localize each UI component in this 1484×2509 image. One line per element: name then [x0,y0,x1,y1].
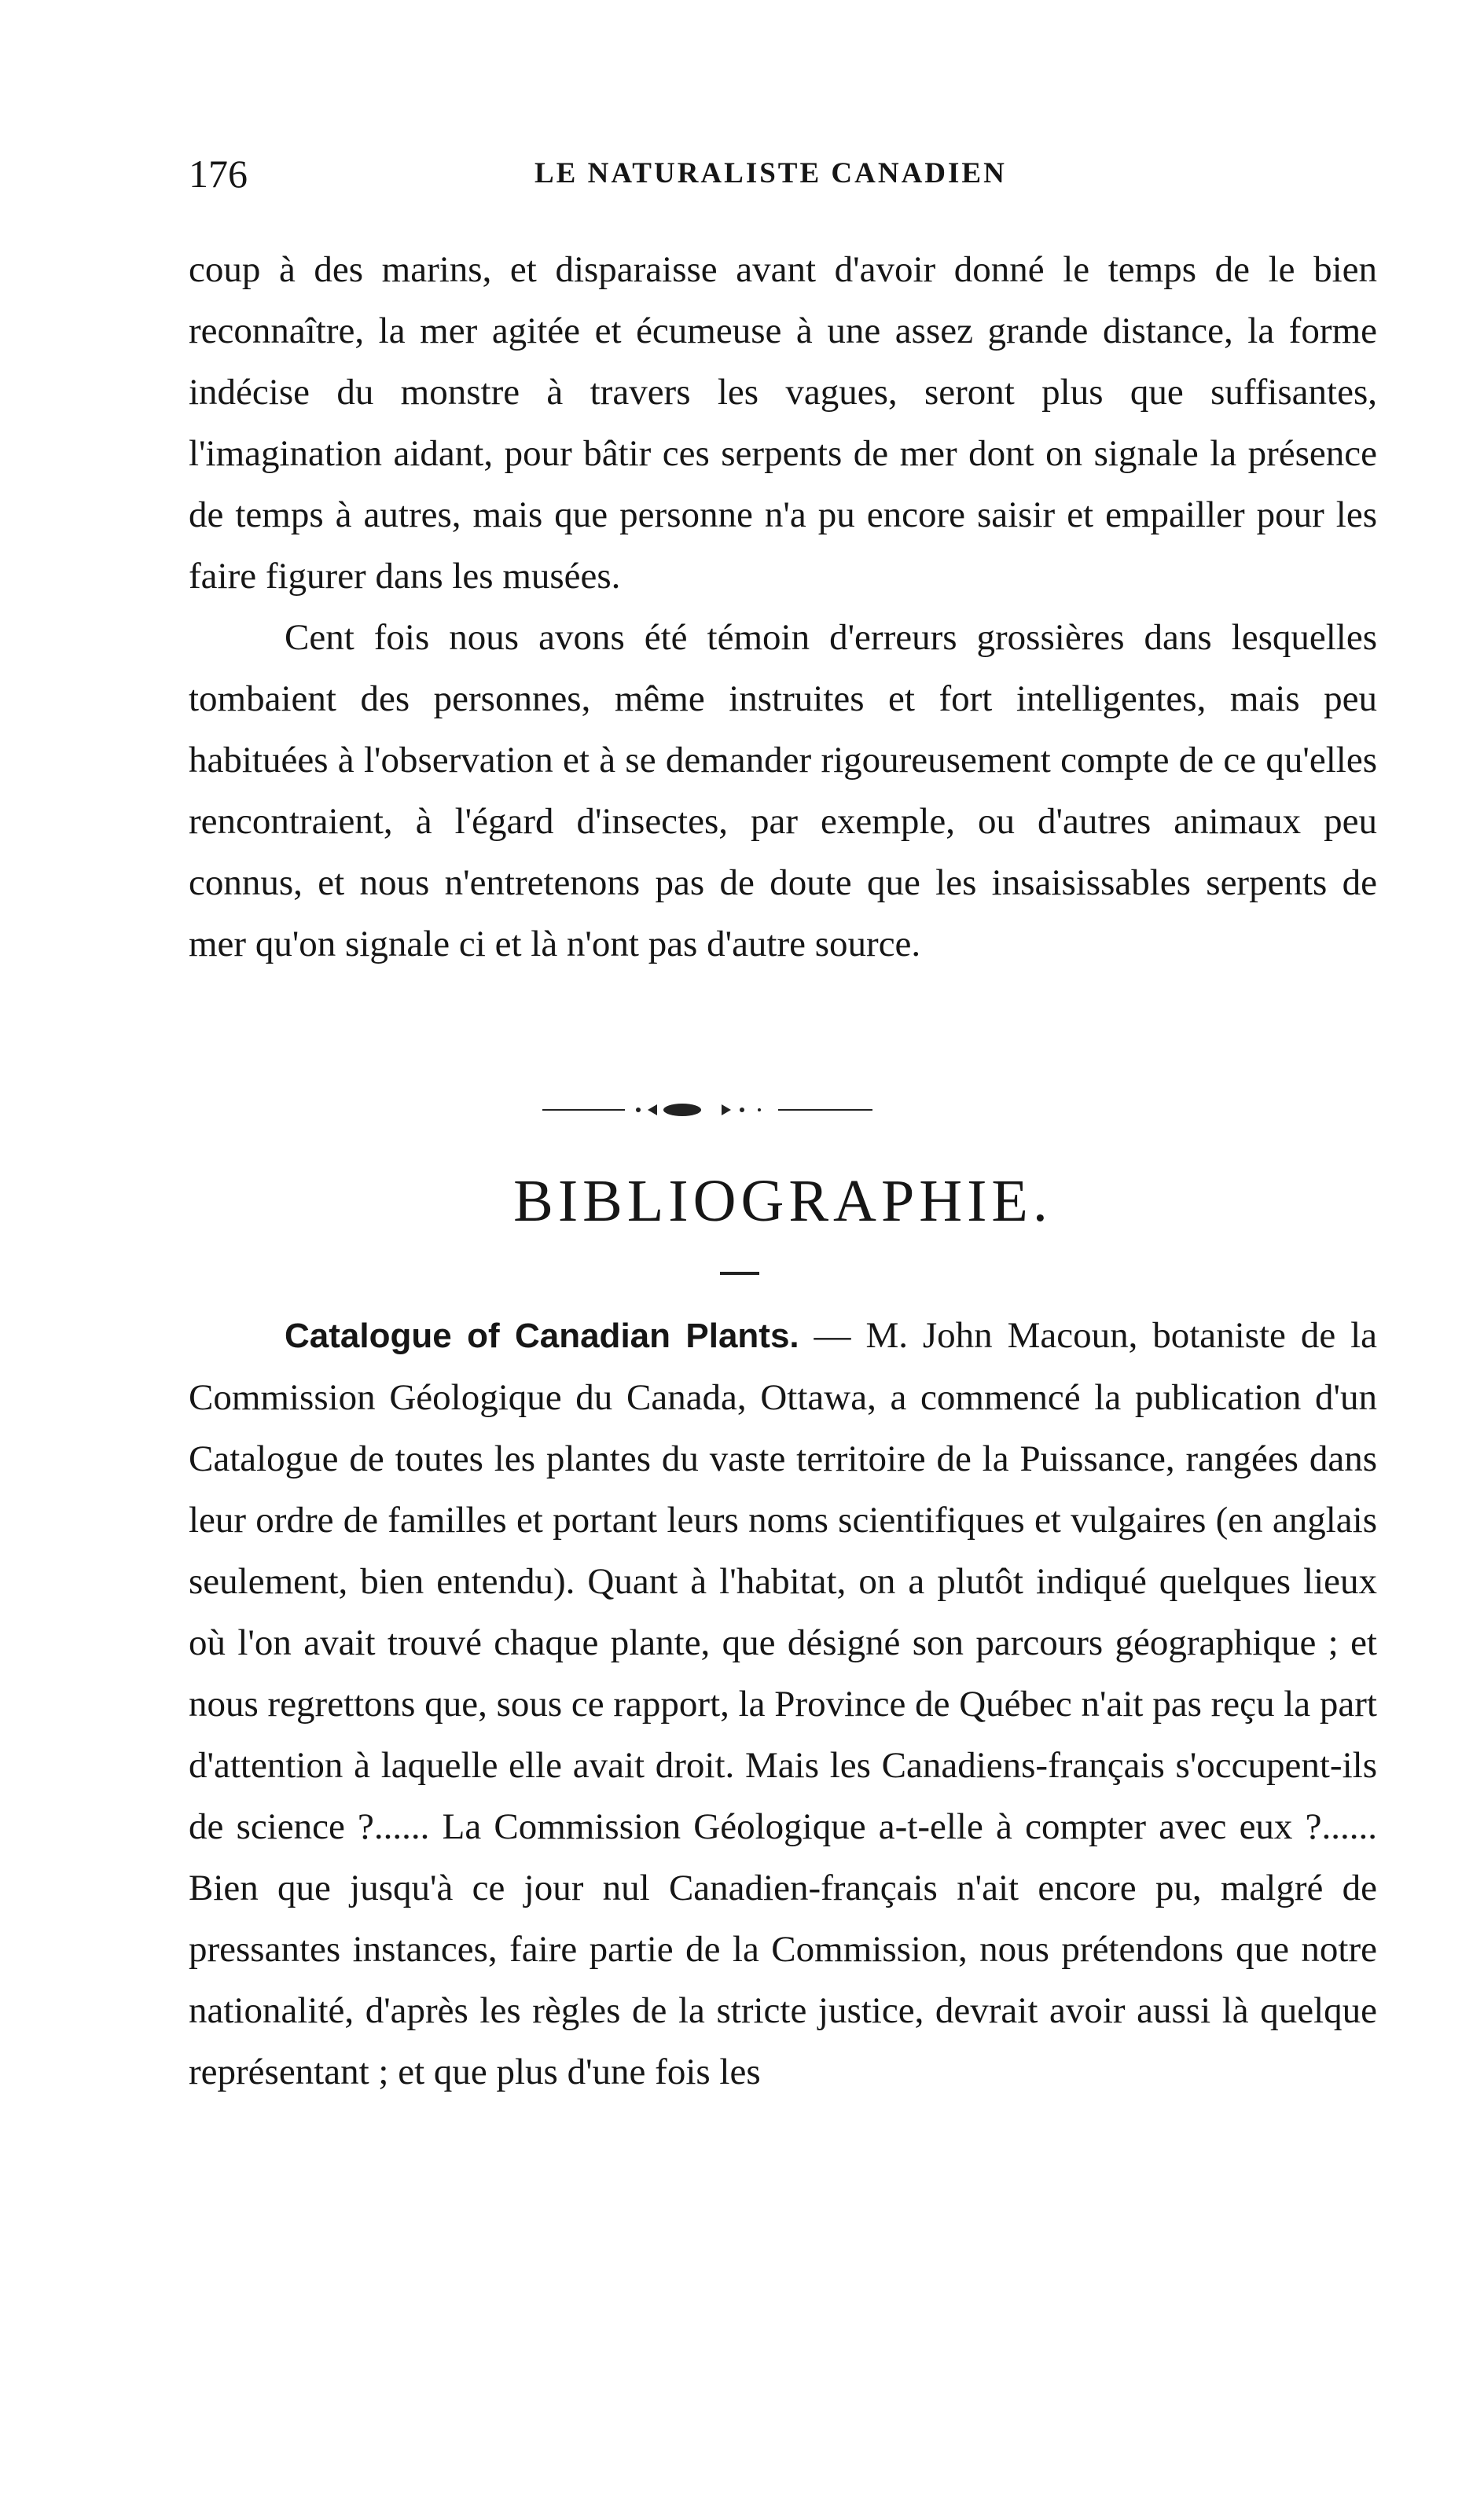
paragraph-erreurs: Cent fois nous avons été témoin d'erreurs grossières dans lesquelles tombaient des personnes, même instruites et fort intelligentes, mais peu habituées à l'observation et à se demander rigoureusement compte de ce qu'elles rencontraient, à l'égard d'insectes, par exemple, ou d'autres animaux peu connus, et nous n'entretenons pas de doute que les insaisissables serpents de mer qu'on signale ci et là n'ont pas d'autre source. [189,617,1377,964]
main-text [189,239,1377,975]
section-heading: BIBLIOGRAPHIE. [513,1168,1052,1234]
entry-text: — M. John Macoun, botaniste de la Commission Géologique du Canada, Ottawa, a commencé la publication d'un Catalogue de toutes les plantes du vaste territoire de la Puissance, rangées dans leur ordre de familles et portant leurs noms scientifiques et vulgaires (en anglais seulement, bien entendu). Quant à l'habitat, on a plutôt indiqué quelques lieux où l'on avait trouvé chaque plante, que désigné son parcours géographique ; et nous regrettons que, sous ce rapport, la Province de Québec n'ait pas reçu la part d'attention à laquelle elle avait droit. Mais les Canadiens-français s'occupent-ils de science ?...... La Commission Géologique a-t-elle à compter avec eux ?...... Bien que jusqu'à ce jour nul Canadien-français n'ait encore pu, malgré de pressantes instances, faire partie de la Commission, nous prétendons que notre nationalité, d'après les règles de la stricte justice, devrait avoir aussi là quelque représentant ; et que plus d'une fois les [189,1315,1377,2092]
paragraph-continued: coup à des marins, et disparaisse avant d'avoir donné le temps de le bien reconnaître, la mer agitée et écumeuse à une assez grande distance, la forme indécise du monstre à travers les vagues, seront plus que suffisantes, l'imagination aidant, pour bâtir ces serpents de mer dont on signale la présence de temps à autres, mais que personne n'a pu encore saisir et empailler pour les faire figurer dans les musées. [189,249,1377,597]
entry-title: Catalogue of Canadian Plants. [285,1317,799,1355]
ornament-divider [542,1094,872,1126]
journal-title: LE NATURALISTE CANADIEN [534,157,1007,189]
running-head [189,146,1377,201]
heading-rule [720,1272,759,1275]
bibliography-entry [189,1305,1377,2103]
page-number: 176 [189,152,248,196]
bibliography-text [189,1305,1377,2103]
